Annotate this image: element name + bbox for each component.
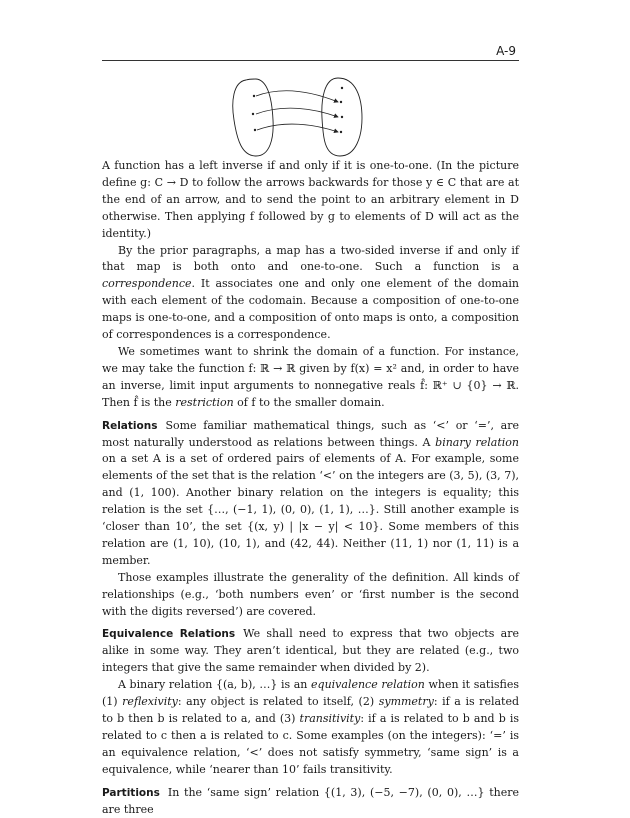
emphasized-term: symmetry bbox=[378, 695, 434, 709]
paragraph-generality bbox=[102, 570, 519, 621]
paragraph-left-inverse bbox=[102, 158, 519, 243]
emphasized-term: binary relation bbox=[435, 435, 519, 449]
domain-point bbox=[254, 129, 256, 131]
text-run: : if a is related to b then b is related to a, and (3) bbox=[102, 695, 520, 725]
text-run: Those examples illustrate the generality of the definition. All kinds of relationships (e.g., ‘both numbers even’ or ‘first number is the second with the digits reversed’) are covered. bbox=[102, 570, 519, 618]
text-run: when it satisfies (1) bbox=[102, 678, 520, 709]
run-in-heading: Relations bbox=[102, 419, 158, 432]
page-number: A-9 bbox=[496, 44, 516, 58]
codomain-point bbox=[341, 116, 343, 118]
codomain-point bbox=[340, 101, 342, 103]
emphasized-term: restriction bbox=[175, 395, 234, 409]
paragraph-equivalence-definition bbox=[102, 677, 519, 778]
domain-point bbox=[252, 113, 254, 115]
text-run: : if a is related to b and b is related to c then a is related to c. Some examples (on the integers): ‘=’ is an equivalence relation, ‘<’ does not satisfy symmetry, ‘same sign’ is a equivalence, while ‘nearer than 10’ fails transitivity. bbox=[102, 712, 519, 776]
domain-blob bbox=[233, 79, 273, 156]
text-run: We shall need to express that two objects are alike in some way. They aren’t identical, but they are related (e.g., two integers that give the same remainder when divided by 2). bbox=[102, 627, 519, 675]
paragraph-equivalence-relations bbox=[102, 626, 519, 677]
function-diagram bbox=[228, 72, 368, 162]
text-run: : any object is related to itself, (2) bbox=[177, 695, 379, 709]
arrow bbox=[256, 108, 338, 117]
body-text bbox=[102, 158, 519, 818]
paragraph-partitions bbox=[102, 785, 519, 818]
header-rule bbox=[102, 60, 519, 61]
emphasized-term: reflexivity bbox=[122, 695, 178, 709]
text-run: A binary relation {(a, b), …} is an bbox=[118, 678, 312, 692]
paragraph-correspondence bbox=[102, 243, 519, 344]
emphasized-term: transitivity bbox=[299, 712, 361, 725]
run-in-heading: Equivalence Relations bbox=[102, 628, 236, 641]
text-run: We sometimes want to shrink the domain of a function. For instance, we may take the function f: ℝ → ℝ given by f(x) = x² and, in order to have an inverse, limit input arguments to nonnegative reals f̂: ℝ⁺ ∪ {0} → ℝ. Then f̂ is the bbox=[102, 344, 519, 409]
arrow bbox=[257, 124, 338, 132]
text-run: In the ‘same sign’ relation {(1, 3), (−5, −7), (0, 0), …} there are three bbox=[102, 785, 519, 816]
paragraph-relations bbox=[102, 418, 519, 570]
text-run: A function has a left inverse if and only if it is one-to-one. (In the picture define g: C → D to follow the arrows backwards for those y ∈ C that are at the end of an arrow, and to send the point to an arbitrary element in D otherwise. Then applying f followed by g to elements of D will act as the identity.) bbox=[102, 159, 519, 240]
text-run: Some familiar mathematical things, such as ‘<’ or ‘=’, are most naturally understood as relations between things. A bbox=[102, 418, 519, 449]
run-in-heading: Partitions bbox=[102, 786, 160, 799]
emphasized-term: correspondence bbox=[102, 277, 192, 291]
emphasized-term: equivalence relation bbox=[311, 678, 425, 692]
text-run: of f to the smaller domain. bbox=[233, 395, 385, 409]
paragraph-restriction bbox=[102, 344, 519, 412]
arrow bbox=[256, 91, 338, 102]
codomain-point bbox=[340, 131, 342, 133]
text-run: By the prior paragraphs, a map has a two-sided inverse if and only if that map is both onto and one-to-one. Such a function is a bbox=[102, 243, 519, 274]
text-run: on a set A is a set of ordered pairs of elements of A. For example, some elements of the set that is the relation ‘<’ on the integers are (3, 5), (3, 7), and (1, 100). Another binary relation on the integers is equality; this relation is the set {…, (−1, 1), (0, 0), (1, 1), …}. Still another example is ‘closer than 10’, the set {(x, y) | |x − y| < 10}. Some members of this relation are (1, 10), (10, 1), and (42, 44). Neither (11, 1) nor (1, 11) is a member. bbox=[102, 452, 519, 567]
domain-point bbox=[253, 95, 255, 97]
codomain-point bbox=[341, 87, 343, 89]
text-run: . It associates one and only one element of the domain with each element of the codomain. Because a composition of one-to-one maps is one-to-one, and a composition of onto maps is onto, a composition of correspondences is a correspondence. bbox=[102, 277, 519, 342]
